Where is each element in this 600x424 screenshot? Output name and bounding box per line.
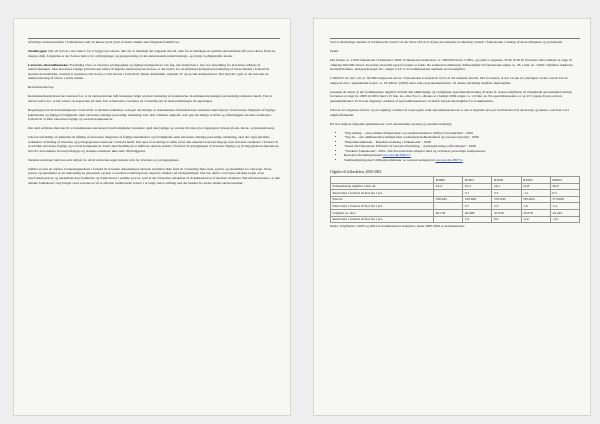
paragraph	[330, 90, 580, 104]
table-row-label: Elevvækst i forhold til året før i pct.	[331, 203, 434, 210]
table-row	[331, 190, 580, 197]
table-cell: 1,8	[521, 203, 550, 210]
publication-link[interactable]: www.kl.dk/289211/	[382, 153, 411, 158]
publication-link[interactable]: www.kl.dk/289751	[435, 157, 463, 162]
paragraph	[28, 126, 280, 131]
publication-text: Ressourcefordelingsmodel	[344, 153, 383, 158]
table-cell: 46.159	[434, 210, 463, 217]
table-header-cell	[331, 177, 434, 184]
table-cell: 528.945	[434, 196, 463, 203]
section-heading-text: Fakta	[330, 49, 339, 54]
paragraph	[28, 158, 280, 163]
table-header-cell: R2000	[434, 177, 463, 184]
table-header-row	[331, 177, 580, 184]
table-cell: 1,4	[550, 203, 579, 210]
table-cell: 26,1	[492, 183, 521, 190]
section-heading	[330, 49, 580, 54]
section-heading	[28, 85, 280, 90]
paragraph-text: Der skal udvikles metoder til at dokumentere elevernes læsefærdigheder, herunder også den faglige og sociale tilvækst på et aggregeret niveau (f.eks. skole- og klasseniveau).	[28, 126, 275, 131]
right-paragraphs	[330, 38, 580, 126]
table-row-label: Realvækst i forhold til året før i pct.	[331, 216, 434, 223]
paragraph-text: Samlet set har en styrket evalueringsindsats i forhold til at kunne dokumentere skolens resultater ikke først til væsentligt flere tests, prøver og eksaminer for eleverne. Tests, prøver og eksaminer er en nødvendig en garanteret og kun i overdrevet omfang have negative effekter på læringsmiljøet. Det bør derfor overvejes om ikke nogle af de nuværende prøver og eksaminer kan formindre og relativiseres i samme proces, som at der forbedres redskaber til dokumentation af skolens resultater. Det må konstateres, at den danske folkeskole i dag bruger store ressourcer på at afholde traditionelle prøver i et langt større omfang end det kendes fra andre landes skolesystemer.	[28, 166, 280, 185]
table-row-label: Udgifter pr. elev	[331, 210, 434, 217]
publication-item: • "Tag fat – om administrative målepladser vedrørende helhedsafskaf og ressourcestyring". 1999	[344, 135, 580, 140]
table-cell	[434, 216, 463, 223]
paragraph	[28, 38, 280, 45]
table-cell: 3,3	[492, 190, 521, 197]
table-row	[331, 210, 580, 217]
table-row-label: Elevtal	[331, 196, 434, 203]
publication-item: • "Kend din folkeskole: Effektivt af ressourcefordeling – styringsmæssige udfordringer". 1998	[344, 144, 580, 149]
paragraph-text: Der vil fortsat være behov for at bygge nye skoler, dels for at imødegå det stigende elevtal, dels for at imødegå en optimal skolestruktur (få store skoler frem for mange små). Ligeledes er der fortsat behov for ombygninger og genopretning af den eksisterende undervisnings- og øvrige vedligeholdte skoler.	[28, 49, 276, 58]
paragraph-text: I 2002/03 var der i alt ca. 56.000 temperede elever i folkeskolen svarende til 9,5% af det samlede elevtal. Det forventes, at der vil ske en yderligere vækst i antal. Da en temperet elev i gennemsnit koster ca. 18.400 kr. (2002) mere end en gennemsnitselev, vil denne udvikling medføre merudgifter.	[330, 76, 568, 85]
table-cell: 2,7	[463, 203, 492, 210]
expenditure-table	[330, 176, 580, 223]
paragraph-text: Skolens resultater skal ses som udtryk for såvel elevernes egen indsats som for lærernes og pædagogernes.	[28, 157, 180, 162]
table-cell: 45.244	[550, 210, 579, 217]
table-cell: 0,5	[550, 190, 579, 197]
publication-item: • "Vurderet folkeskolen". 2001. Om livordan man arbejder med og evaluerer personlige kompetencer.	[344, 149, 580, 154]
table-cell: 543.064	[463, 196, 492, 203]
publication-text: Sammenligning med vilflingskommuner, se ressourceudspen på	[344, 157, 436, 162]
table-header-cell: R2003	[521, 177, 550, 184]
table-header-cell: R2001	[463, 177, 492, 184]
table-cell: 45.679	[521, 210, 550, 217]
table-cell: -2,9	[521, 216, 550, 223]
table-body	[331, 183, 580, 223]
table-cell: 24,4	[434, 183, 463, 190]
paragraph	[330, 76, 580, 85]
paragraph	[330, 38, 580, 45]
paragraph-text: Gennem de sidste år har kommunerne udgiftet til både den almindelige og vidtgående specialundervisning til neste år. Alene udgifterne til vidtgående specialundervisning forventes at stige fra 2003 til 2004 med 115 mio. kr., eller 6 pct., således at i budget 2004 udgør ca. 1,9 mia. kr. En specialklasseelev er op til 5 gange dyrere end en gennemsnitselev. Et fortsat stigning i andelen af specialklasseelever vil derfor betyde merudgifter for kommunerne.	[330, 89, 572, 103]
table-cell: 25,8	[521, 183, 550, 190]
table-row-label: Folkeskolens udgifter i mia. kr.	[331, 183, 434, 190]
paragraph	[330, 58, 580, 72]
table-source: Kilde: Udgifterne i 2003 og 2004 er kommunernes budgetter, mens 2000-2002 er kommunernes	[330, 223, 465, 228]
table-header-cell: B2004	[550, 177, 579, 184]
table-header-cell: R2002	[492, 177, 521, 184]
paragraph	[28, 167, 280, 185]
table-cell: 47.040	[492, 210, 521, 217]
publication-item: • "Mutedekommende – Resultatvurdering i folkeskolen". 1998	[344, 140, 580, 145]
paragraph-text: Kommunalbestyrelsen har ansvaret for, at de skolepolitiske mål følesende følge op med vurdering af resultaterne. Kommunerne mangler anvendelig redskaber hertil. Der er derfor behov for, at KL sætter an dagsorden på dette felt. Alternativt overlades en væsentlig del af skoleudviklingen til regeringen.	[28, 94, 273, 103]
table-row	[331, 203, 580, 210]
table-cell: 2,3	[492, 203, 521, 210]
table-cell: 0,9	[492, 216, 521, 223]
table-row-label: Realvækst i forhold til året før i pct.	[331, 190, 434, 197]
publication-item	[344, 158, 580, 163]
table-cell: 555.630	[492, 196, 521, 203]
table-cell: -1,0	[550, 216, 579, 223]
paragraph	[28, 135, 280, 153]
paragraph-text: KL har udgivet følgende publikationer vedr. økonomiske styring og resultatvurdering:	[330, 121, 453, 126]
paragraph	[28, 63, 280, 81]
paragraph	[330, 122, 580, 127]
right-column	[313, 18, 591, 416]
publication-item: • "Tag stilling – om politiske målepladser i en resultatorienteret 1999 på læreområdet". 1999	[344, 131, 580, 136]
table-cell: 565.824	[521, 196, 550, 203]
paragraph-lead: Lærernes efteruddannelse:	[28, 62, 69, 67]
table-cell: 25,3	[463, 183, 492, 190]
left-column	[13, 18, 291, 416]
table-cell: 26,0	[550, 183, 579, 190]
table-cell: 3,7	[463, 190, 492, 197]
paragraph-lead: Skolebygget:	[28, 49, 48, 54]
publication-list	[330, 131, 580, 163]
paragraph-text: Udover det stigende elevtal, og en stigning i andelet af tosprogede samt specialklasseelever er der et stigende pres på forældrenes frie skolevalg og henter, som kan være udgiftsfremende.	[330, 107, 570, 117]
section-heading-text: Resultatvurdering	[28, 85, 54, 90]
paragraph-text: Afvarlige indsatsområder i folkeskolen som vil kunne nyde gavn af ekstra midler kan følgende fremhæves:	[28, 40, 180, 44]
paragraph-text: Udover udvikling af redskaber til måling af elevernes tilegnelse af faglige kundskaber og færdigheder samt elevernes alsidige personlige udvikling, skal der også udvikles redskaber til måling af lærernes og pædagogernes resultater i forhold hertil. Der skal være muligt at måle såvel den enkelte lærers/pædagogs som lærerens resultater i forhold til at udvikle elevernes faglige og sociale kompetencer. Dette med henblik på at målrette skolens indsats i forhold til opbygningen af lærernes faglige og pædagogiske kompetencer, hvorfor den enkelte lærers/pædagogs og teamets resultater ikke skal offentliggøres.	[28, 135, 280, 153]
table-row	[331, 183, 580, 190]
table-cell	[434, 190, 463, 197]
paragraph-text: Ved at modbringe antallet af traditionelle prøver vil der blive råd til at styrke den løbende evaluering i kultur i folkeskolen i retning af mere dirlighed og systematik.	[330, 40, 563, 44]
paragraph	[330, 108, 580, 117]
table-cell: -1,1	[521, 190, 550, 197]
table-row	[331, 196, 580, 203]
paragraph-text: Regeringen har bedt kommunerne i forhold til at udvikle redskaber, som gør det muligt, at dokumentere folkeskolernes resultater med henvys til elevernes tilegnede af faglige kundskaber og faglige færdigheder samt elevernes alsidige personlige udvikling. Der skal udvikles nøgletal, som gør det muligt at måle og offentliggøre skolens resultater i forhold til at løfte elevernes faglige og sociale kompetencer.	[28, 107, 276, 122]
table-cell	[434, 203, 463, 210]
paragraph	[28, 94, 280, 103]
table-cell: 573.906	[550, 196, 579, 203]
table-caption: Udgifter til folkeskolen, 2000-2004	[330, 170, 382, 175]
paragraph-text: Der findes ca. 1.600 folkeskoler i Danmark i 2003. Folkeskolen underviser ca. 566.000 elever i 2005, og tallet er stigende. Frem til 2010 forventes tallet således at stige til omkring 620.000 elever, hvorefter elevtallet igen forventes at falde. De samlede kommunale driftsudgifter til folkeskolen udgør ca. 26,1 mia. kr. i 2002. Omfatter inklusive skolebiblioteker, skolepsykologer mv., udgør 2,3,6 % af kommunernes samlede serviceudgifter.	[330, 58, 574, 72]
paragraph-text: Forskning viser, at lærernes pædagogiske og faglige kompetencer i de fag, der underviser i, har stor betydning for elevernes udbytte af undervisningen. Skal elevernes faglige præstationer løftes til højeste internationale niveau, er der behov for en målrettet kompetenceudvikling af lærerstanden i forhold til skolens kernområder, navnlig at garantere alle dover et vist niveau i forhold til dansk, matematik, engelsk, IT og sociale kompetencer. Det betyder også, at der kan ske en nødprioritering af lærere i andre emner.	[28, 62, 270, 81]
table-row	[331, 216, 580, 223]
table-cell: 46.606	[463, 210, 492, 217]
table-cell: 1,0	[463, 216, 492, 223]
paragraph	[28, 49, 280, 58]
paragraph	[28, 108, 280, 122]
